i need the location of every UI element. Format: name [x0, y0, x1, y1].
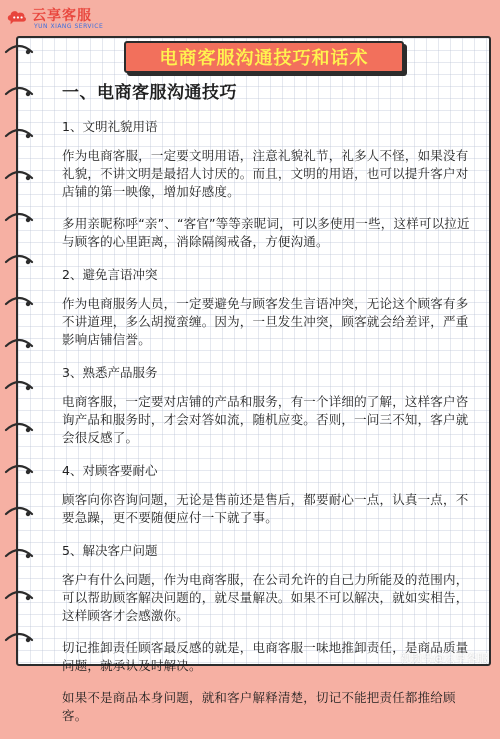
paragraph: 客户有什么问题，作为电商客服，在公司允许的自己力所能及的范围内，可以帮助顾客解决问题的，就尽量解决。如果不可以解决，就如实相告，这样顾客才会感激你。: [62, 572, 469, 623]
binding-ring-icon: [4, 86, 34, 98]
paragraph: 顾客向你咨询问题，无论是售前还是售后，都要耐心一点，认真一点，不要急躁，更不要随便应付一下就了事。: [62, 492, 469, 525]
binding-ring-icon: [4, 170, 34, 182]
cloud-chat-icon: [6, 6, 28, 28]
binding-ring-icon: [4, 338, 34, 350]
subheading-solve-problems: 5、解决客户问题: [62, 543, 158, 558]
article-content: [62, 78, 480, 739]
paragraph: 如果不是商品本身问题，就和客户解释清楚，切记不能把责任都推给顾客。: [62, 690, 456, 723]
brand-name: 云享客服: [32, 8, 92, 24]
binding-ring-icon: [4, 128, 34, 140]
subheading-polite-language: 1、文明礼貌用语: [62, 119, 158, 134]
binding-ring-icon: [4, 254, 34, 266]
binding-ring-icon: [4, 380, 34, 392]
subheading-know-products: 3、熟悉产品服务: [62, 365, 158, 380]
paragraph: 作为电商服务人员，一定要避免与顾客发生言语冲突，无论这个顾客有多不讲道理，多么胡搅蛮缠。因为，一旦发生冲突，顾客就会给差评，严重影响店铺信誉。: [62, 296, 469, 347]
binding-ring-icon: [4, 506, 34, 518]
brand-logo: [4, 4, 124, 34]
binding-ring-icon: [4, 590, 34, 602]
paragraph: 多用亲昵称呼“亲”、“客官”等等亲昵词，可以多使用一些，这样可以拉近与顾客的心里距离，消除隔阂戒备，方便沟通。: [62, 216, 470, 249]
binding-ring-icon: [4, 44, 34, 56]
binding-ring-icon: [4, 632, 34, 644]
binding-ring-icon: [4, 548, 34, 560]
section-heading: 一、电商客服沟通技巧: [62, 83, 237, 103]
brand-subtitle: YUN XIANG SERVICE: [34, 23, 104, 30]
page-title: 电商客服沟通技巧和话术: [159, 48, 369, 69]
paragraph: 切记推卸责任顾客最反感的就是，电商客服一味地推卸责任，是商品质量问题，就承认及时解决。: [62, 640, 469, 673]
binding-ring-icon: [4, 212, 34, 224]
title-banner: [124, 41, 404, 73]
binding-ring-icon: [4, 296, 34, 308]
binding-ring-icon: [4, 422, 34, 434]
footer-watermark: 视频号@云享客服: [400, 652, 488, 665]
binding-ring-icon: [4, 464, 34, 476]
spiral-binding: [0, 36, 40, 666]
subheading-be-patient: 4、对顾客要耐心: [62, 463, 158, 478]
subheading-avoid-conflict: 2、避免言语冲突: [62, 267, 158, 282]
paragraph: 电商客服，一定要对店铺的产品和服务，有一个详细的了解，这样客户咨询产品和服务时，才会对答如流，随机应变。否则，一问三不知，客户就会很反感了。: [62, 394, 469, 445]
paragraph: 作为电商客服，一定要文明用语，注意礼貌礼节，礼多人不怪，如果没有礼貌，不讲文明是最招人讨厌的。而且，文明的用语，也可以提升客户对店铺的第一映像，增加好感度。: [62, 148, 469, 199]
